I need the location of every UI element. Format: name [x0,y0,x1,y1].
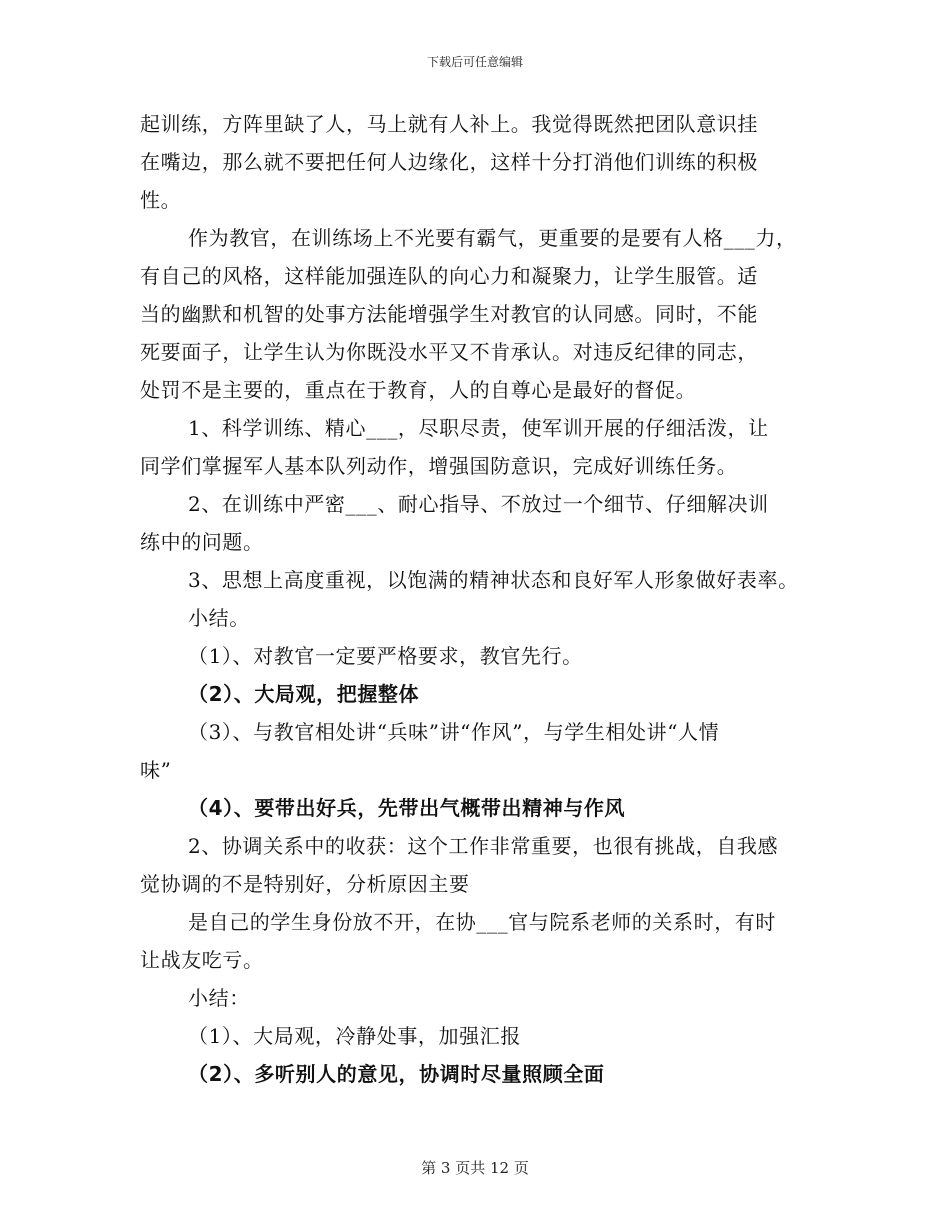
text-line: 死要面子，让学生认为你既没水平又不肯承认。对违反纪律的同志， [140,340,758,364]
text-line: 觉协调的不是特别好，分析原因主要 [140,872,470,896]
text-line: 当的幽默和机智的处事方法能增强学生对教官的认同感。同时，不能 [140,302,758,326]
text-line: 同学们掌握军人基本队列动作，增强国防意识，完成好训练任务。 [140,454,738,478]
text-line: 小结。 [188,606,250,630]
text-line: 处罚不是主要的，重点在于教育，人的自尊心是最好的督促。 [140,378,697,402]
text-line: 起训练，方阵里缺了人，马上就有人补上。我觉得既然把团队意识挂 [140,112,758,136]
text-line: 味” [140,758,172,782]
text-line: （3）、与教官相处讲“兵味”讲“作风”，与学生相处讲“人情 [188,720,720,744]
text-line: （1）、大局观，冷静处事，加强汇报 [188,1024,521,1048]
text-line: 2、协调关系中的收获：这个工作非常重要，也很有挑战，自我感 [188,834,779,858]
text-line: 小结： [188,986,250,1010]
text-line: （2）、大局观，把握整体 [188,682,420,706]
text-line: 1、科学训练、精心___，尽职尽责，使军训开展的仔细活泼，让 [188,416,769,440]
text-line: 在嘴边，那么就不要把任何人边缘化，这样十分打消他们训练的积极 [140,150,758,174]
text-line: 3、思想上高度重视，以饱满的精神状态和良好军人形象做好表率。 [188,568,799,592]
text-line: （2）、多听别人的意见，协调时尽量照顾全面 [188,1062,605,1086]
text-line: 性。 [140,188,182,212]
text-line: 是自己的学生身份放不开，在协___官与院系老师的关系时，有时 [188,910,776,934]
text-line: 作为教官，在训练场上不光要有霸气，更重要的是要有人格___力， [188,226,797,250]
page-header: 下载后可任意编辑 [426,55,523,69]
text-line: （4）、要带出好兵，先带出气概带出精神与作风 [188,796,626,820]
text-line: 有自己的风格，这样能加强连队的向心力和凝聚力，让学生服管。适 [140,264,758,288]
text-line: 让战友吃亏。 [140,948,264,972]
text-line: 2、在训练中严密___、耐心指导、不放过一个细节、仔细解决训 [188,492,769,516]
text-line: 练中的问题。 [140,530,264,554]
text-line: （1）、对教官一定要严格要求，教官先行。 [188,644,583,668]
page-footer: 第 3 页共 12 页 [421,1159,529,1177]
